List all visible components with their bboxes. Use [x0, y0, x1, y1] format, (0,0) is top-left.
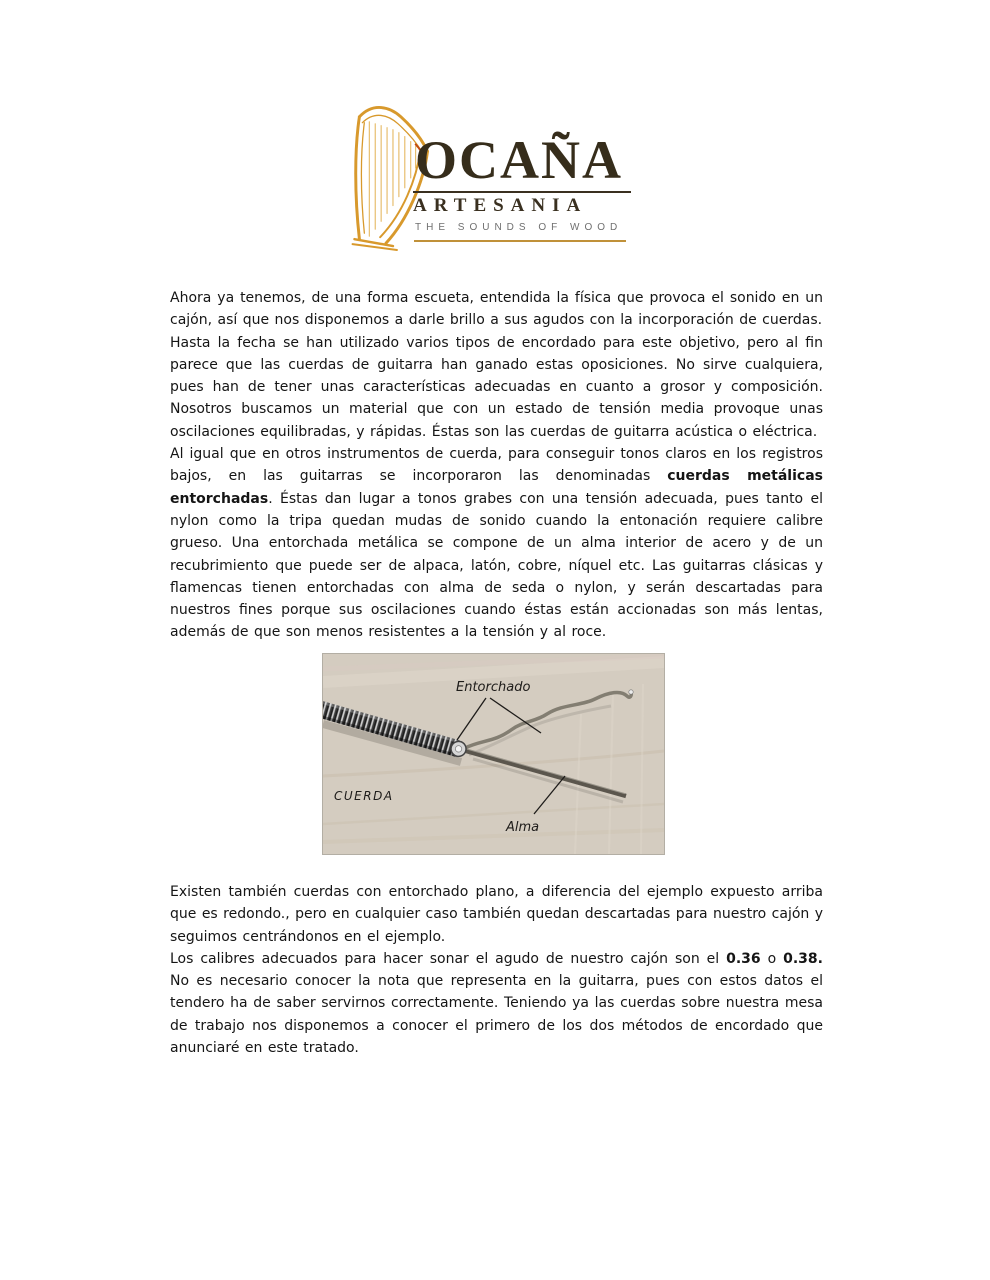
paragraph: Existen también cuerdas con entorchado plano, a diferencia del ejemplo expuesto arriba que es redondo., pero en cualquier caso también quedan descartadas para nuestro cajón y seguimos centrándonos en el ejemplo. [170, 884, 824, 945]
string-photo [322, 653, 665, 855]
brand-name: OCAÑA [415, 130, 623, 190]
logo-subtitle: ARTESANIA [413, 195, 588, 216]
paragraph: Los calibres adecuados para hacer sonar el agudo de nuestro cajón son el 0.36 o 0.38. No es necesario conocer la nota que representa en la guitarra, pues con estos datos el tendero ha de saber servirnos correctamente. Teniendo ya las cuerdas sobre nuestra mesa de trabajo nos disponemos a conocer el primero de los dos métodos de encordado que anunciaré en este tratado. [170, 950, 823, 1057]
logo-underline [414, 240, 626, 242]
paragraph: Al igual que en otros instrumentos de cuerda, para conseguir tonos claros en los registros bajos, en las guitarras se incorporaron las denominadas cuerdas metálicas entorchadas. Éstas dan lugar a tonos grabes con una tensión adecuada, pues tanto el nylon como la tripa quedan mudas de sonido cuando la entonación requiere calibre grueso. Una entorchada metálica se compone de un alma interior de acero y de un recubrimiento que puede ser de alpaca, latón, cobre, níquel etc. Las guitarras clásicas y flamencas tienen entorchadas con alma de seda o nylon, y serán descartadas para nuestros fines porque sus oscilaciones cuando éstas están accionadas son más lentas, además de que son menos resistentes a la tensión y al roce. [170, 446, 823, 641]
logo-divider [413, 191, 631, 193]
paragraph: Ahora ya tenemos, de una forma escueta, entendida la física que provoca el sonido en un cajón, así que nos disponemos a darle brillo a sus agudos con la incorporación de cuerdas. [170, 290, 823, 329]
label-entorchado: Entorchado [456, 680, 531, 695]
article-top [170, 287, 823, 644]
paragraph: Hasta la fecha se han utilizado varios tipos de encordado para este objetivo, pero al fin parece que las cuerdas de guitarra han ganado estas oposiciones. No sirve cualquiera, pues han de tener unas características adecuadas en cuanto a grosor y composición. Nosotros buscamos un material que con un estado de tensión media provoque unas oscilaciones equilibradas, y rápidas. Éstas son las cuerdas de guitarra acústica o eléctrica. [170, 334, 823, 440]
logo-tagline: THE SOUNDS OF WOOD [415, 222, 623, 233]
guitar-string-illustration [323, 654, 664, 854]
label-cuerda: CUERDA [334, 789, 394, 803]
logo [345, 95, 655, 255]
article-bottom [170, 881, 823, 1059]
logo-text-block [411, 95, 655, 242]
label-alma: Alma [506, 820, 540, 835]
